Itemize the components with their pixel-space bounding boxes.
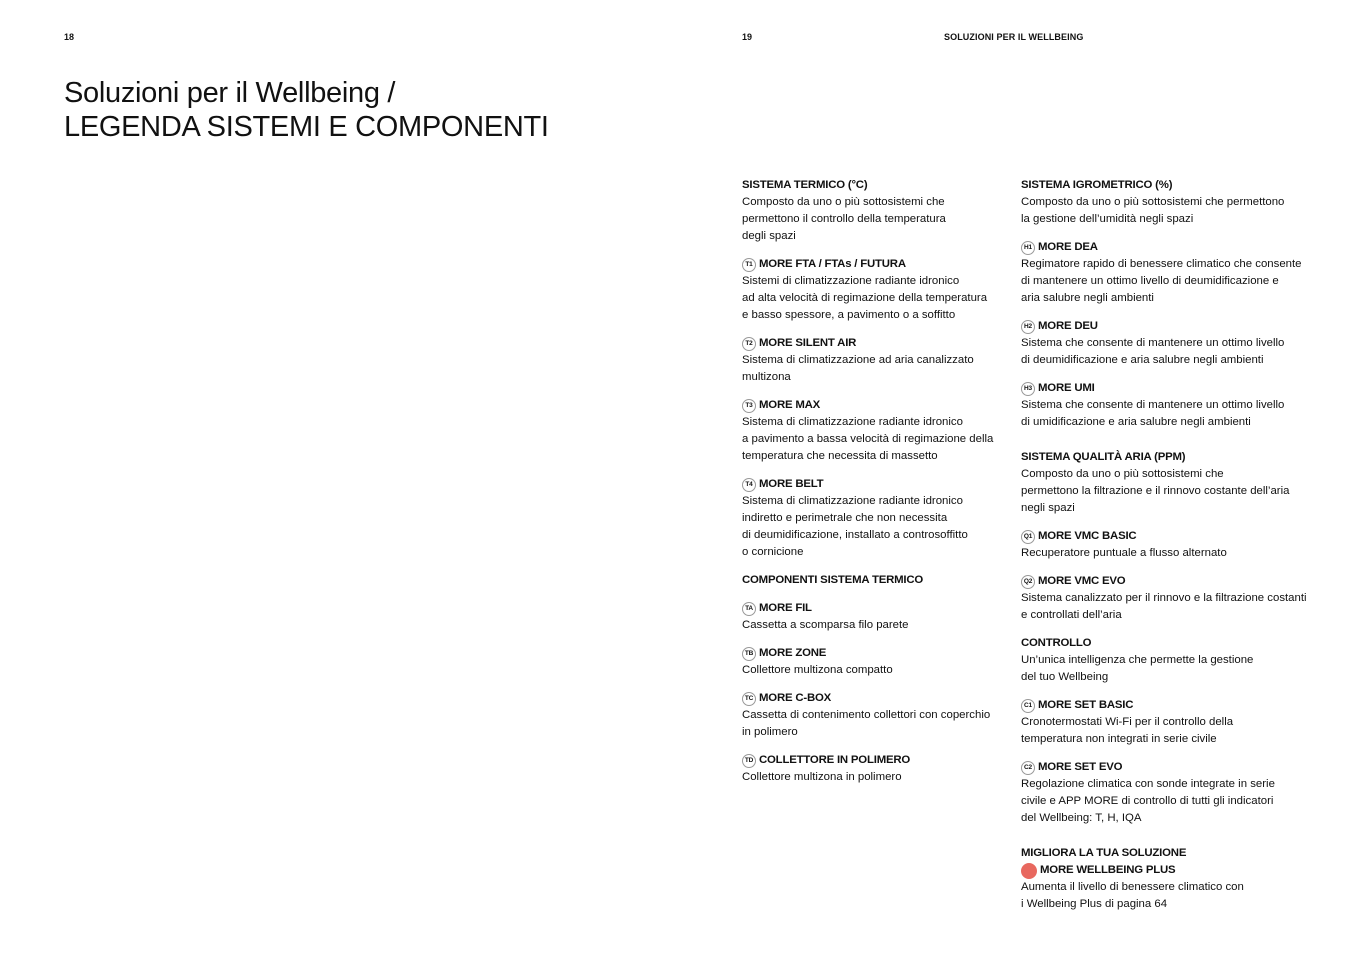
legend-item — [1021, 862, 1316, 913]
item-heading — [1021, 759, 1316, 776]
legend-item — [1021, 380, 1316, 431]
item-heading — [1021, 318, 1316, 335]
code-badge-icon: Q1 — [1021, 530, 1035, 544]
title-line-1: Soluzioni per il Wellbeing / — [64, 77, 396, 109]
title-line-2: LEGENDA SISTEMI E COMPONENTI — [64, 111, 549, 143]
description-line: Sistema che consente di mantenere un ottimo livello — [1021, 399, 1285, 411]
legend-column-left — [742, 177, 1012, 786]
legend-item — [1021, 697, 1316, 748]
description-line: di umidificazione e aria salubre negli ambienti — [1021, 416, 1251, 428]
description-line: permettono la filtrazione e il rinnovo costante dell’aria — [1021, 485, 1290, 497]
item-heading — [742, 397, 1012, 414]
heading-text: SISTEMA IGROMETRICO (%) — [1021, 179, 1173, 191]
description-line: Cassetta a scomparsa filo parete — [742, 619, 909, 631]
code-badge-icon: TD — [742, 754, 756, 768]
code-badge-icon: C1 — [1021, 699, 1035, 713]
heading-text: MORE SET BASIC — [1038, 699, 1134, 711]
description-line: del tuo Wellbeing — [1021, 671, 1109, 683]
item-heading — [1021, 862, 1316, 879]
description-line: in polimero — [742, 726, 798, 738]
heading-text: MORE ZONE — [759, 647, 827, 659]
heading-text: MIGLIORA LA TUA SOLUZIONE — [1021, 847, 1187, 859]
description-line: o cornicione — [742, 546, 804, 558]
section-heading — [742, 177, 1012, 194]
item-heading — [742, 335, 1012, 352]
description-line: di deumidificazione, installato a controsoffitto — [742, 529, 968, 541]
description-line: aria salubre negli ambienti — [1021, 292, 1154, 304]
description-line: Cronotermostati Wi-Fi per il controllo della — [1021, 716, 1234, 728]
description-line: i Wellbeing Plus di pagina 64 — [1021, 898, 1168, 910]
heading-text: MORE VMC EVO — [1038, 575, 1126, 587]
legend-item — [742, 645, 1012, 679]
description-line: Un’unica intelligenza che permette la gestione — [1021, 654, 1254, 666]
code-badge-icon: C2 — [1021, 761, 1035, 775]
legend-item — [1021, 528, 1316, 562]
description-line: civile e APP MORE di controllo di tutti gli indicatori — [1021, 795, 1274, 807]
description-line: Collettore multizona in polimero — [742, 771, 902, 783]
heading-text: COLLETTORE IN POLIMERO — [759, 754, 911, 766]
legend-item — [1021, 318, 1316, 369]
description-line: ad alta velocità di regimazione della temperatura — [742, 292, 988, 304]
legend-section — [1021, 177, 1316, 228]
heading-text: MORE C-BOX — [759, 692, 832, 704]
legend-item — [742, 256, 1012, 324]
description-line: Cassetta di contenimento collettori con coperchio — [742, 709, 991, 721]
code-badge-icon: H1 — [1021, 241, 1035, 255]
code-badge-icon: Q2 — [1021, 575, 1035, 589]
description-line: multizona — [742, 371, 791, 383]
description-line: la gestione dell’umidità negli spazi — [1021, 213, 1194, 225]
description-line: del Wellbeing: T, H, IQA — [1021, 812, 1142, 824]
legend-item — [742, 690, 1012, 741]
item-heading — [1021, 239, 1316, 256]
description-line: Regimatore rapido di benessere climatico che consente — [1021, 258, 1302, 270]
item-heading — [742, 600, 1012, 617]
description-line: Sistema di climatizzazione ad aria canalizzato — [742, 354, 974, 366]
description-line: e controllati dell’aria — [1021, 609, 1122, 621]
code-badge-icon: TC — [742, 692, 756, 706]
legend-item — [1021, 239, 1316, 307]
description-line: permettono il controllo della temperatura — [742, 213, 946, 225]
description-line: Sistema che consente di mantenere un ottimo livello — [1021, 337, 1285, 349]
code-badge-icon: T3 — [742, 399, 756, 413]
section-heading — [742, 572, 1012, 589]
heading-text: MORE FTA / FTAs / FUTURA — [759, 258, 906, 270]
description-line: Collettore multizona compatto — [742, 664, 893, 676]
item-heading — [742, 476, 1012, 493]
legend-item — [1021, 573, 1316, 624]
legend-item — [742, 476, 1012, 561]
heading-text: SISTEMA QUALITÀ ARIA (PPM) — [1021, 451, 1186, 463]
description-line: Regolazione climatica con sonde integrate in serie — [1021, 778, 1275, 790]
heading-text: MORE MAX — [759, 399, 821, 411]
heading-text: MORE WELLBEING PLUS — [1040, 864, 1176, 876]
description-line: Composto da uno o più sottosistemi che permettono — [1021, 196, 1285, 208]
item-heading — [742, 256, 1012, 273]
description-line: Recuperatore puntuale a flusso alternato — [1021, 547, 1227, 559]
page-number-right: 19 — [742, 32, 753, 42]
legend-section — [742, 177, 1012, 245]
section-heading — [1021, 635, 1316, 652]
legend-section — [742, 572, 1012, 589]
legend-item — [742, 335, 1012, 386]
code-badge-icon: H3 — [1021, 382, 1035, 396]
page-title — [64, 76, 549, 144]
heading-text: MORE FIL — [759, 602, 812, 614]
description-line: temperatura non integrati in serie civile — [1021, 733, 1217, 745]
description-line: degli spazi — [742, 230, 796, 242]
item-heading — [1021, 573, 1316, 590]
description-line: Sistemi di climatizzazione radiante idronico — [742, 275, 960, 287]
legend-item — [742, 752, 1012, 786]
section-heading — [1021, 845, 1316, 862]
description-line: Composto da uno o più sottosistemi che — [1021, 468, 1224, 480]
item-heading — [1021, 528, 1316, 545]
code-badge-icon: T2 — [742, 337, 756, 351]
description-line: Aumenta il livello di benessere climatico con — [1021, 881, 1244, 893]
item-heading — [1021, 380, 1316, 397]
heading-text: MORE SILENT AIR — [759, 337, 857, 349]
code-badge-icon: TA — [742, 602, 756, 616]
heading-text: CONTROLLO — [1021, 637, 1092, 649]
heading-text: COMPONENTI SISTEMA TERMICO — [742, 574, 924, 586]
code-badge-icon: T1 — [742, 258, 756, 272]
heading-text: SISTEMA TERMICO (°C) — [742, 179, 868, 191]
legend-section — [1021, 449, 1316, 517]
description-line: Composto da uno o più sottosistemi che — [742, 196, 945, 208]
legend-item — [742, 397, 1012, 465]
code-badge-icon: T4 — [742, 478, 756, 492]
page-number-left: 18 — [64, 32, 75, 42]
legend-item — [742, 600, 1012, 634]
description-line: di deumidificazione e aria salubre negli ambienti — [1021, 354, 1264, 366]
legend-section — [1021, 635, 1316, 686]
section-heading — [1021, 177, 1316, 194]
item-heading — [742, 752, 1012, 769]
heading-text: MORE SET EVO — [1038, 761, 1123, 773]
heading-text: MORE DEU — [1038, 320, 1098, 332]
item-heading — [1021, 697, 1316, 714]
code-badge-icon: H2 — [1021, 320, 1035, 334]
item-heading — [742, 645, 1012, 662]
item-heading — [742, 690, 1012, 707]
description-line: e basso spessore, a pavimento o a soffitto — [742, 309, 956, 321]
description-line: Sistema canalizzato per il rinnovo e la filtrazione costanti — [1021, 592, 1307, 604]
heading-text: MORE UMI — [1038, 382, 1095, 394]
heading-text: MORE VMC BASIC — [1038, 530, 1137, 542]
running-header: SOLUZIONI PER IL WELLBEING — [944, 32, 1084, 42]
description-line: Sistema di climatizzazione radiante idronico — [742, 416, 963, 428]
heading-text: MORE BELT — [759, 478, 824, 490]
heading-text: MORE DEA — [1038, 241, 1098, 253]
legend-item — [1021, 759, 1316, 827]
description-line: a pavimento a bassa velocità di regimazione della — [742, 433, 994, 445]
description-line: temperatura che necessita di massetto — [742, 450, 938, 462]
description-line: Sistema di climatizzazione radiante idronico — [742, 495, 963, 507]
code-badge-icon: TB — [742, 647, 756, 661]
description-line: negli spazi — [1021, 502, 1075, 514]
description-line: di mantenere un ottimo livello di deumidificazione e — [1021, 275, 1279, 287]
legend-column-right — [1021, 177, 1316, 913]
section-heading — [1021, 449, 1316, 466]
legend-section — [1021, 845, 1316, 862]
description-line: indiretto e perimetrale che non necessita — [742, 512, 948, 524]
red-dot-icon — [1021, 863, 1037, 879]
